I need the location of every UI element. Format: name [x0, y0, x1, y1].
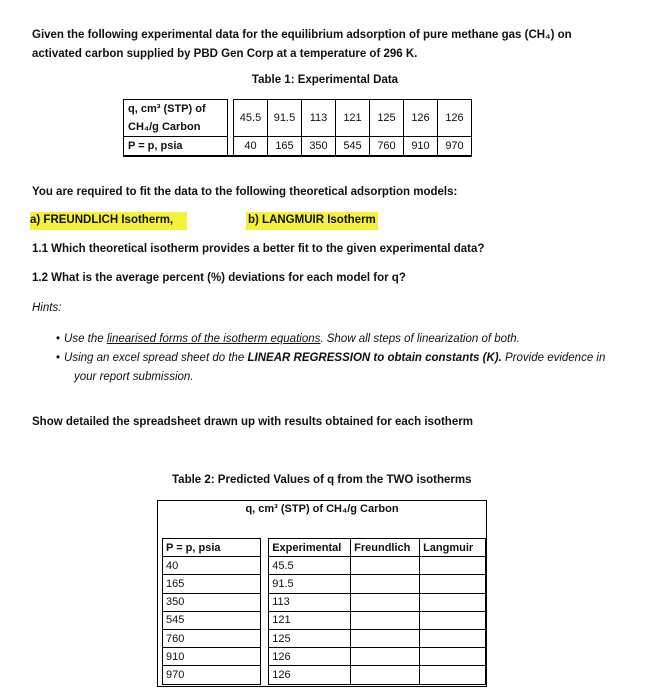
- langmuir-cell[interactable]: [420, 666, 486, 684]
- table-row: [163, 575, 486, 593]
- freundlich-cell[interactable]: [351, 666, 420, 684]
- p-cell: 165: [163, 575, 261, 593]
- hint-bullet-1: [56, 330, 616, 349]
- hint1-pre: Use the: [64, 333, 107, 345]
- q-value-cell: 125: [370, 100, 404, 137]
- q-value-cell: 126: [438, 100, 472, 137]
- intro-paragraph: [32, 26, 612, 64]
- langmuir-cell[interactable]: [420, 593, 486, 611]
- hint1-linearised-text: linearised forms of the isotherm equations: [106, 333, 321, 345]
- table2-gap: [261, 557, 269, 575]
- table2-gap: [261, 611, 269, 629]
- table2-caption: Table 2: Predicted Values of q from the TWO isotherms: [172, 474, 472, 486]
- hint1-post: . Show all steps of linearization of both.: [320, 333, 520, 345]
- bullet-icon: •: [56, 352, 61, 364]
- requirements-intro: You are required to fit the data to the following theoretical adsorption models:: [32, 186, 458, 198]
- experimental-data-table: [123, 99, 472, 157]
- col-header-p: P = p, psia: [163, 539, 261, 557]
- experimental-cell: 125: [269, 629, 351, 647]
- table-row: [163, 629, 486, 647]
- freundlich-cell[interactable]: [351, 629, 420, 647]
- p-value-cell: 545: [336, 137, 370, 157]
- langmuir-cell[interactable]: [420, 557, 486, 575]
- experimental-cell: 126: [269, 648, 351, 666]
- langmuir-cell[interactable]: [420, 611, 486, 629]
- bullet-icon: •: [56, 333, 61, 345]
- p-cell: 970: [163, 666, 261, 684]
- show-spreadsheet-instruction: Show detailed the spreadsheet drawn up with results obtained for each isotherm: [32, 416, 473, 428]
- p-cell: 545: [163, 611, 261, 629]
- q-value-cell: 126: [404, 100, 438, 137]
- table2-grid: [162, 538, 486, 685]
- q-value-cell: 91.5: [268, 100, 302, 137]
- p-cell: 350: [163, 593, 261, 611]
- experimental-cell: 45.5: [269, 557, 351, 575]
- table-row: [163, 666, 486, 684]
- langmuir-cell[interactable]: [420, 575, 486, 593]
- experimental-cell: 121: [269, 611, 351, 629]
- table2-gap: [261, 575, 269, 593]
- hint2-continuation: your report submission.: [74, 371, 194, 383]
- freundlich-cell[interactable]: [351, 648, 420, 666]
- q-value-cell: 45.5: [234, 100, 268, 137]
- intro-line-1: Given the following experimental data for the equilibrium adsorption of pure methane gas (CH₄) on: [32, 29, 572, 41]
- q-value-cell: 113: [302, 100, 336, 137]
- p-value-cell: 970: [438, 137, 472, 157]
- hint2-bold: LINEAR REGRESSION to obtain constants (K).: [247, 352, 502, 364]
- table-row: [163, 648, 486, 666]
- hints-title: Hints:: [32, 302, 62, 314]
- table-row: [163, 611, 486, 629]
- table-row: [163, 593, 486, 611]
- p-value-cell: 350: [302, 137, 336, 157]
- table2-subheader: q, cm³ (STP) of CH₄/g Carbon: [245, 503, 399, 515]
- table2-gap: [261, 629, 269, 647]
- q-label-line2: CH₄/g Carbon: [128, 121, 201, 133]
- p-value-cell: 760: [370, 137, 404, 157]
- table2-gap: [261, 648, 269, 666]
- langmuir-cell[interactable]: [420, 629, 486, 647]
- table2-gap: [261, 593, 269, 611]
- experimental-cell: 126: [269, 666, 351, 684]
- table1-caption: Table 1: Experimental Data: [251, 74, 399, 86]
- hint-bullet-2: [56, 349, 616, 387]
- predicted-values-table: [157, 500, 487, 687]
- table2-gap: [261, 666, 269, 684]
- col-header-langmuir: Langmuir: [420, 539, 486, 557]
- table-row: [163, 557, 486, 575]
- p-value-cell: 40: [234, 137, 268, 157]
- model-a-label: a) FREUNDLICH Isotherm,: [30, 214, 174, 226]
- experimental-cell: 91.5: [269, 575, 351, 593]
- question-1-1: 1.1 Which theoretical isotherm provides a better fit to the given experimental data?: [32, 243, 485, 255]
- hint2-pre: Using an excel spread sheet do the: [64, 352, 248, 364]
- p-cell: 760: [163, 629, 261, 647]
- question-1-2: 1.2 What is the average percent (%) deviations for each model for q?: [32, 272, 406, 284]
- p-label-cell: P = p, psia: [124, 137, 228, 157]
- hint2-post: Provide evidence in: [501, 352, 606, 364]
- col-header-freundlich: Freundlich: [351, 539, 420, 557]
- p-value-cell: 165: [268, 137, 302, 157]
- p-value-cell: 910: [404, 137, 438, 157]
- model-b-label: b) LANGMUIR Isotherm: [248, 214, 376, 226]
- freundlich-cell[interactable]: [351, 557, 420, 575]
- freundlich-cell[interactable]: [351, 575, 420, 593]
- col-header-experimental: Experimental: [269, 539, 351, 557]
- langmuir-cell[interactable]: [420, 648, 486, 666]
- experimental-cell: 113: [269, 593, 351, 611]
- freundlich-cell[interactable]: [351, 611, 420, 629]
- freundlich-cell[interactable]: [351, 593, 420, 611]
- p-cell: 910: [163, 648, 261, 666]
- table1-q-row: [124, 100, 472, 137]
- q-label-line1: q, cm³ (STP) of: [128, 103, 206, 115]
- intro-line-2: activated carbon supplied by PBD Gen Corp at a temperature of 296 K.: [32, 48, 418, 60]
- q-label-cell: [124, 100, 228, 137]
- p-cell: 40: [163, 557, 261, 575]
- table2-header-row: [163, 539, 486, 557]
- table1-p-row: [124, 137, 472, 157]
- table2-gap: [261, 539, 269, 557]
- q-value-cell: 121: [336, 100, 370, 137]
